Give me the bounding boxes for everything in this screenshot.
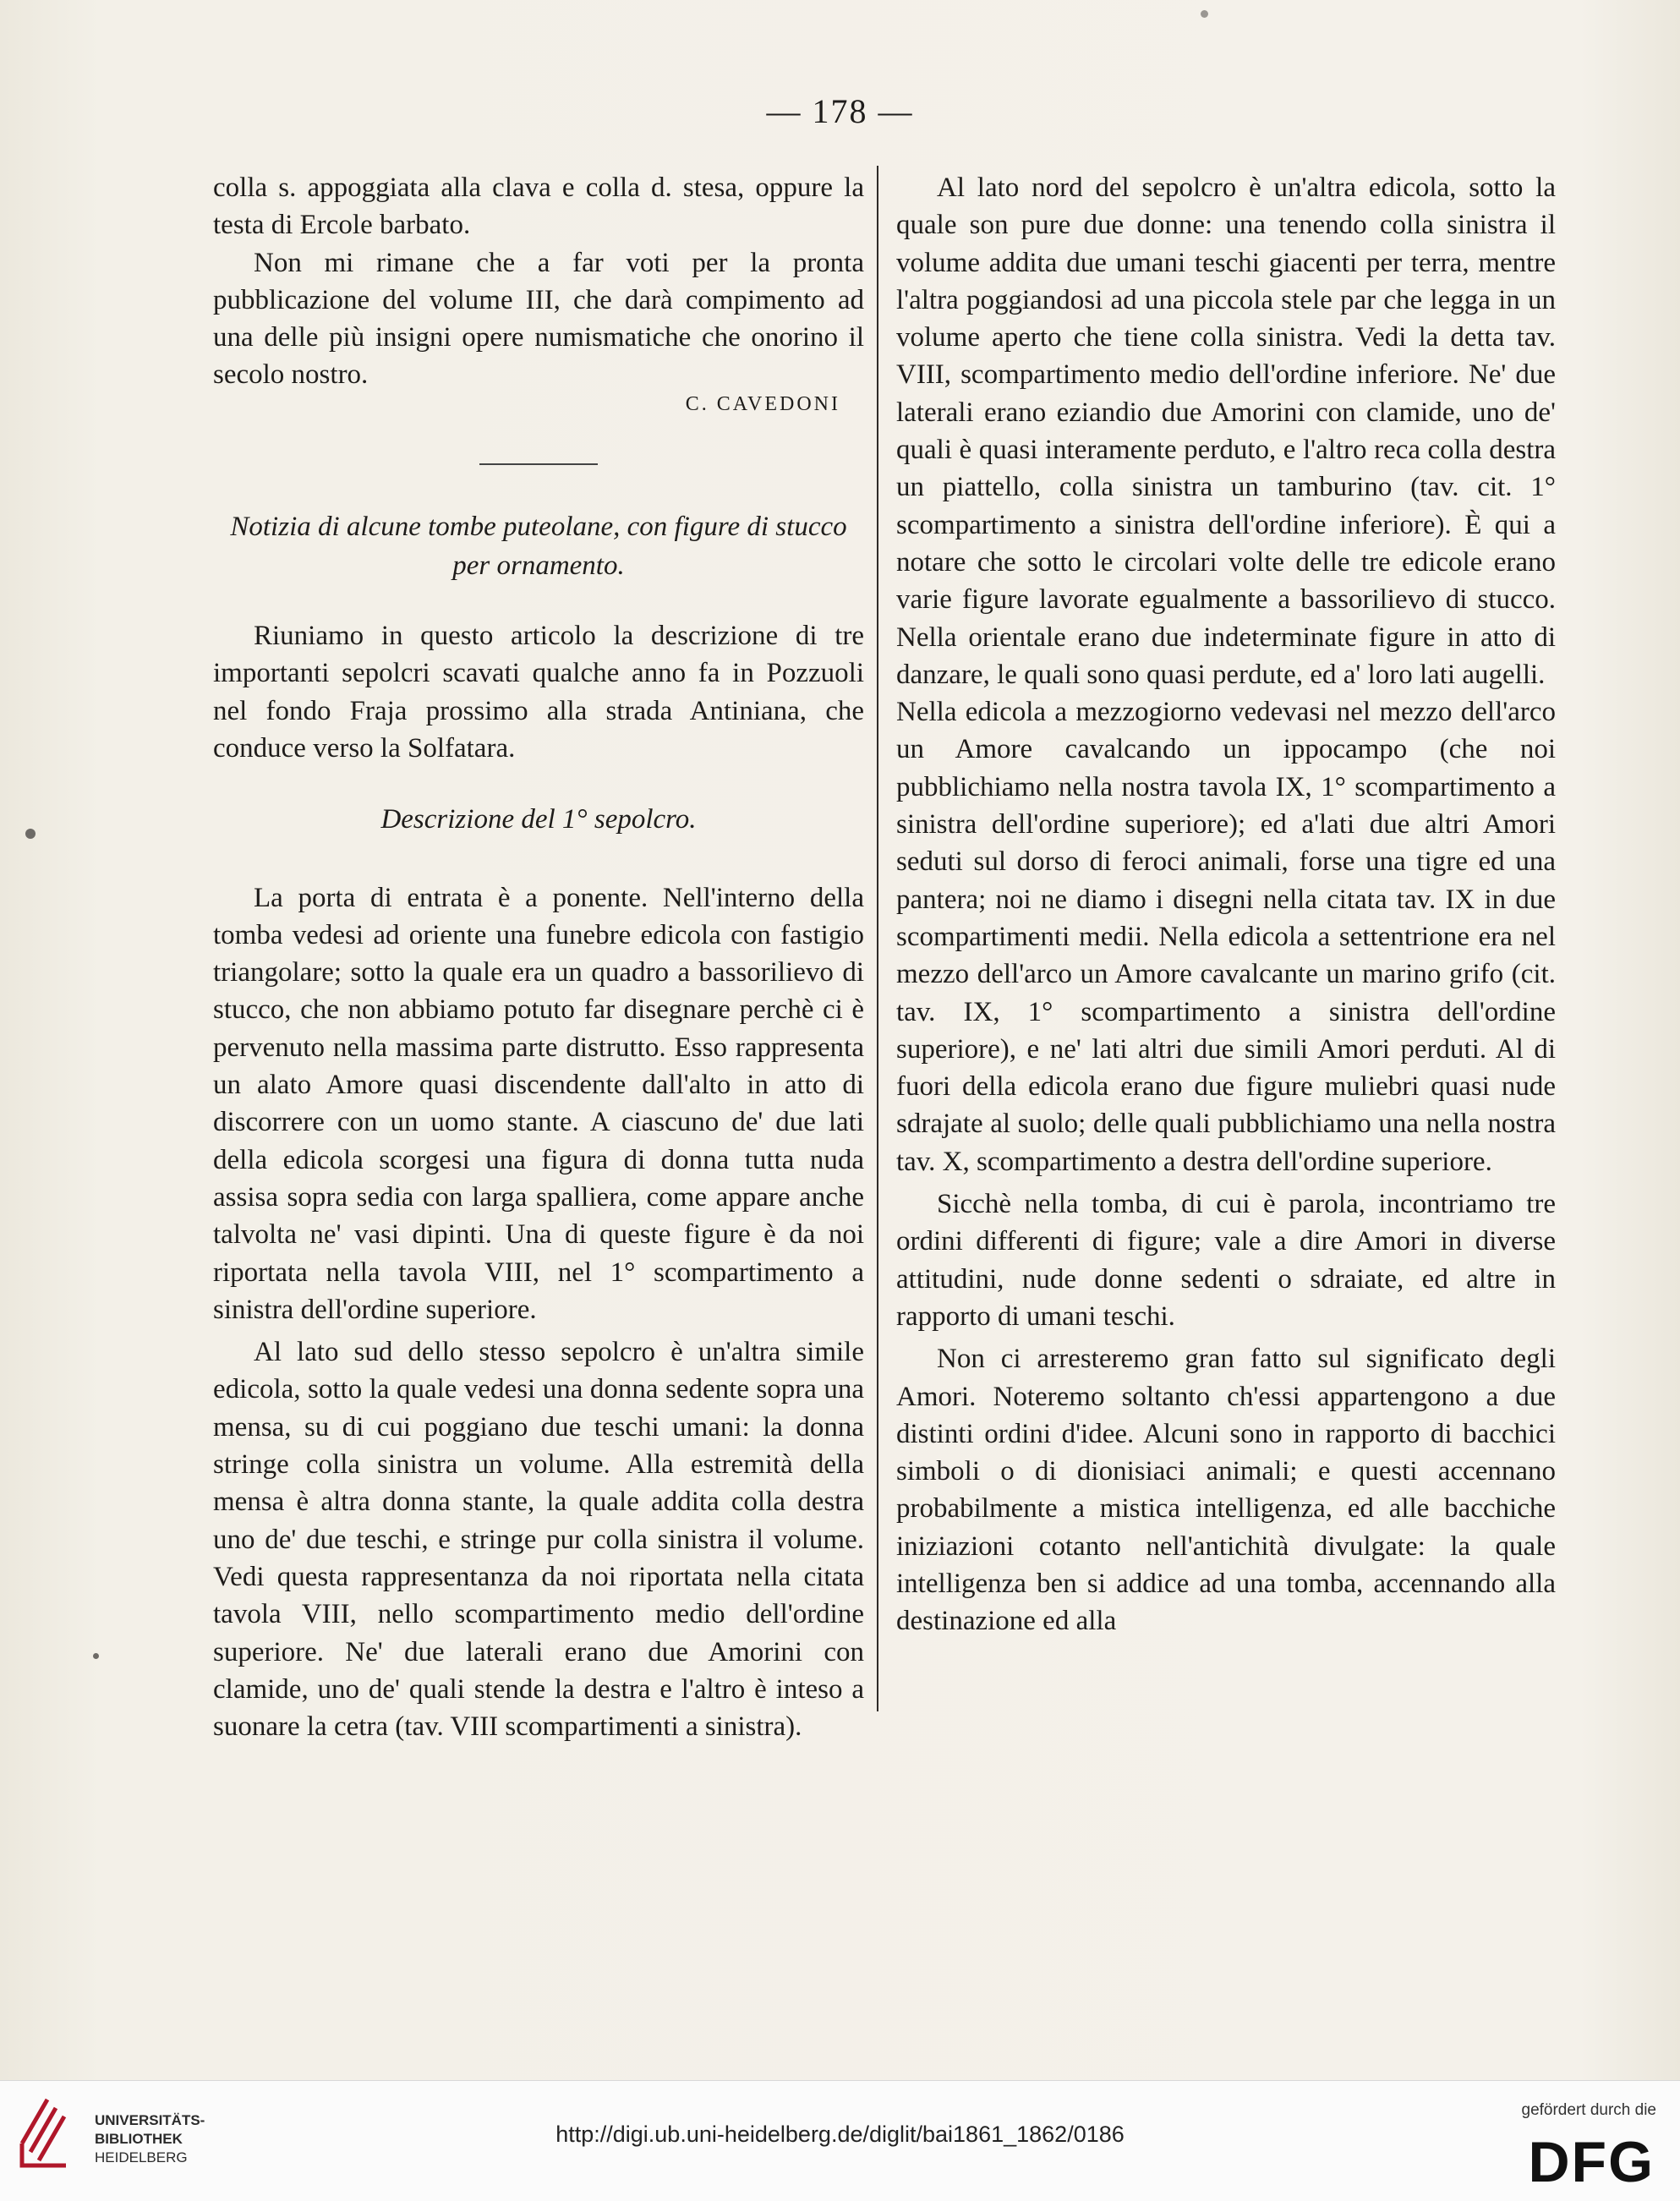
right-column (896, 169, 1556, 1640)
section-separator (479, 463, 598, 465)
article-intro: Riuniamo in questo articolo la descrizione di tre importanti sepolcri scavati qualche anno fa in Pozzuoli nel fondo Fraja prossimo alla strada Antiniana, che conduce verso la Solfatara. (213, 621, 864, 764)
article-title-line2: per ornamento. (452, 550, 625, 582)
right-paragraph-1: Al lato nord del sepolcro è un'altra edicola, sotto la quale son pure due donne: una tenendo colla sinistra il volume addita due umani teschi giacenti per terra, mentre l'altra poggiandosi ad una piccola stele par che legga in un volume aperto che tiene colla sinistra. Vedi la detta tav. VIII, scompartimento medio dell'ordine inferiore. Ne' due laterali erano eziandio due Amorini con clamide, uno de' quali è quasi interamente perduto, e l'altro reca colla destra un piattello, colla sinistra un tamburino (tav. cit. 1° scompartimento a sinistra dell'ordine inferiore). È qui a notare che sotto le circolari volte delle tre edicole erano varie figure lavorate egualmente a bassorilievo di stucco. Nella orientale erano due indeterminate figure in atto di danzare, le quali sono quasi perdute, ed a' loro lati augelli. (896, 172, 1556, 690)
column-divider (877, 166, 878, 1711)
footer-bar (0, 2080, 1680, 2201)
article-title-line1: Notizia di alcune tombe puteolane, con figure di stucco (230, 512, 847, 543)
left-column (213, 169, 864, 1745)
permalink-url[interactable]: http://digi.ub.uni-heidelberg.de/diglit/bai1861_1862/0186 (555, 2122, 1125, 2147)
right-paragraph-3: Sicchè nella tomba, di cui è parola, incontriamo tre ordini differenti di figure; vale a dire Amori in diverse attitudini, nude donne sedenti o sdraiate, ed altre in rapporto di umani teschi. (896, 1189, 1556, 1332)
left-paragraph-3: La porta di entrata è a ponente. Nell'interno della tomba vedesi ad oriente una funebre edicola con fastigio triangolare; sotto la quale era un quadro a bassorilievo di stucco, che non abbiamo potuto far disegnare perchè ci è pervenuto nella massima parte distrutto. Esso rappresenta un alato Amore quasi discendente dall'alto in atto di discorrere con un uomo stante. A ciascuno de' due lati della edicola scorgesi una figura di donna tutta nuda assisa sopra sedia con larga spalliera, come appare anche talvolta ne' vasi dipinti. Una di queste figure è da noi riportata nella tavola VIII, nel 1° scompartimento a sinistra dell'ordine superiore. (213, 882, 864, 1325)
library-name-line3: HEIDELBERG (95, 2149, 188, 2165)
left-paragraph-continuation: colla s. appoggiata alla clava e colla d. stesa, oppure la testa di Ercole barbato. (213, 172, 864, 241)
paper-speck (25, 829, 36, 839)
right-paragraph-2: Nella edicola a mezzogiorno vedevasi nel mezzo dell'arco un Amore cavalcando un ippocampo (che noi pubblichiamo nella nostra tavola IX, 1° scompartimento a sinistra dell'ordine superiore); ed a'lati due altri Amori seduti sul dorso di feroci animali, forse una tigre ed una pantera; noi ne diamo i disegni nella citata tav. IX in due scompartimenti medii. Nella edicola a settentrione era nel mezzo dell'arco un Amore cavalcante un marino grifo (cit. tav. IX, 1° scompartimento a sinistra dell'ordine superiore), e ne' lati altri due simili Amori perduti. Al di fuori della edicola erano due figure muliebri quasi nude sdrajate al suolo; delle quali pubblichiamo una nella nostra tav. X, scompartimento a destra dell'ordine superiore. (896, 697, 1556, 1177)
library-name-line2: BIBLIOTHEK (95, 2131, 183, 2147)
right-paragraph-4: Non ci arresteremo gran fatto sul significato degli Amori. Noteremo soltanto ch'essi appartengono a due distinti ordini d'idee. Alcuni sono in rapporto di bacchici simboli o di dionisiaci animali; e questi accennano probabilmente a mistica intelligenza, ed alle bacchiche iniziazioni cotanto nell'antichità divulgate: la quale intelligenza ben si addice ad una tomba, accennando alla destinazione ed alla (896, 1344, 1556, 1637)
page-number: — 178 — (766, 92, 914, 130)
left-paragraph-4: Al lato sud dello stesso sepolcro è un'altra simile edicola, sotto la quale vedesi una donna sedente sopra una mensa, su di cui poggiano due teschi umani: la donna stringe colla sinistra un volume. Alla estremità della mensa è altra donna stante, la quale addita colla destra uno de' due teschi, e stringe pur colla sinistra il volume. Vedi questa rappresentanza da noi riportata nella citata tavola VIII, nello scompartimento medio dell'ordine superiore. Ne' due laterali erano due Amorini con clamide, uno de' quali stende la destra e l'altro è inteso a suonare la cetra (tav. VIII scompartimenti a sinistra). (213, 1337, 864, 1743)
dfg-logo: DFG (1528, 2130, 1655, 2194)
author-signature: C. CAVEDONI (685, 392, 840, 415)
left-paragraph-closing: Non mi rimane che a far voti per la pronta pubblicazione del volume III, che darà compimento ad una delle più insigni opere numismatiche che onorino il secolo nostro. (213, 247, 864, 391)
paper-speck (1201, 10, 1208, 18)
library-name-line1: UNIVERSITÄTS- (95, 2112, 205, 2128)
section-heading: Descrizione del 1° sepolcro. (380, 804, 697, 835)
paper-speck (93, 1653, 99, 1659)
sponsor-caption: gefördert durch die (1521, 2101, 1656, 2119)
article-title (213, 507, 864, 585)
